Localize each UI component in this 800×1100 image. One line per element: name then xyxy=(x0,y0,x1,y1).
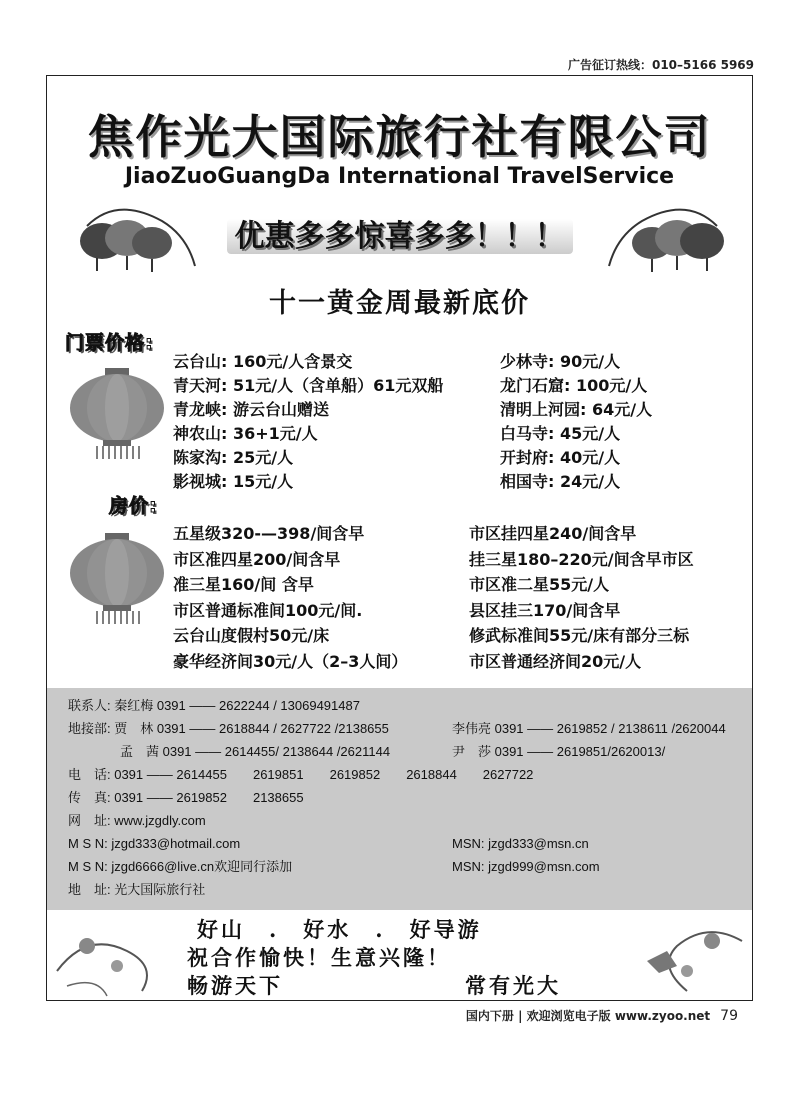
hotel-item: 云台山度假村50元/床 xyxy=(173,626,330,645)
reception-line: 尹 莎 0391 —— 2619851/2620013/ xyxy=(452,744,666,759)
hotel-item: 市区普通标准间100元/间. xyxy=(173,600,363,620)
promo-banner xyxy=(47,211,752,255)
phone-line: 电 话: 0391 —— 2614455 2619851 2619852 2618844 2627722 xyxy=(68,767,534,782)
ticket-item: 神农山: 36+1元/人 xyxy=(173,424,318,443)
golden-week-title: 十一黄金周最新底价 xyxy=(269,288,530,319)
ticket-item: 云台山: 160元/人含景交 xyxy=(173,352,353,371)
ticket-item: 影视城: 15元/人 xyxy=(173,472,294,491)
ticket-item: 青龙峡: 游云台山赠送 xyxy=(173,400,329,419)
company-name-cn: 焦作光大国际旅行社有限公司 xyxy=(87,110,712,164)
contact-panel xyxy=(47,688,752,910)
hotel-list-left xyxy=(173,521,407,674)
ticket-item: 陈家沟: 25元/人 xyxy=(173,448,294,467)
reception-line: 孟 茜 0391 —— 2614455/ 2138644 /2621144 xyxy=(120,744,391,759)
msn-line: MSN: jzgd999@msn.com xyxy=(452,859,600,874)
reception-line: 地接部: 贾 林 0391 —— 2618844 / 2627722 /2138655 xyxy=(68,721,389,736)
ticket-item: 白马寺: 45元/人 xyxy=(500,424,621,443)
footer-section: 国内下册 | 欢迎浏览电子版 www.zyoo.net xyxy=(465,1009,711,1023)
page-footer xyxy=(466,1007,738,1024)
hotel-list-right xyxy=(469,521,694,674)
msn-line: MSN: jzgd333@msn.cn xyxy=(452,836,589,851)
hotel-item: 市区挂四星240/间含早 xyxy=(469,524,637,543)
msn-line: M S N: jzgd6666@live.cn欢迎同行添加 xyxy=(68,859,293,874)
reception-line: 李伟亮 0391 —— 2619852 / 2138611 /2620044 xyxy=(452,721,726,736)
hotel-item: 市区准二星55元/人 xyxy=(469,575,610,594)
fax-line: 传 真: 0391 —— 2619852 2138655 xyxy=(68,790,304,805)
website-link[interactable]: 网 址: www.jzgdly.com xyxy=(68,813,206,828)
hotel-item: 市区普通经济间20元/人 xyxy=(469,651,642,671)
ticket-list-left xyxy=(173,350,443,494)
slogan-line: 常有光大 xyxy=(465,973,561,998)
page-number: 79 xyxy=(720,1008,738,1024)
hotel-item: 准三星160/间 含早 xyxy=(173,575,314,594)
slogan-line: 好山 . 好水 . 好导游 xyxy=(197,917,482,942)
ticket-list-right xyxy=(500,350,652,494)
hotel-item: 修武标准间55元/床有部分三标 xyxy=(469,626,690,645)
msn-line: M S N: jzgd333@hotmail.com xyxy=(68,836,241,851)
hotel-item: 县区挂三170/间含早 xyxy=(469,600,621,620)
hotel-item: 市区准四星200/间含早 xyxy=(173,549,341,569)
company-name-en: JiaoZuoGuangDa International TravelService xyxy=(124,164,675,189)
ticket-item: 相国寺: 24元/人 xyxy=(500,472,621,491)
hotel-item: 五星级320-—398/间含早 xyxy=(173,524,365,543)
slogan-line: 祝合作愉快！生意兴隆！ xyxy=(187,945,451,970)
hotel-item: 挂三星180–220元/间含早市区 xyxy=(469,549,694,569)
ticket-item: 青天河: 51元/人（含单船）61元双船 xyxy=(173,376,444,395)
lantern-icon xyxy=(67,531,167,626)
advert-frame xyxy=(46,75,753,1001)
ticket-item: 开封府: 40元/人 xyxy=(500,448,621,467)
hotel-section-title: 房价: xyxy=(109,495,158,517)
ad-hotline: 广告征订热线：010–5166 5969 xyxy=(567,58,754,72)
promo-text: 优惠多多惊喜多多！！！ xyxy=(227,219,573,254)
ticket-item: 龙门石窟: 100元/人 xyxy=(500,376,648,395)
hotel-item: 豪华经济间30元/人（2–3人间） xyxy=(173,651,408,671)
ticket-section-title: 门票价格: xyxy=(65,332,154,354)
address-line: 地 址: 光大国际旅行社 xyxy=(68,882,206,897)
contact-person: 联系人: 秦红梅 0391 —— 2622244 / 13069491487 xyxy=(68,698,360,713)
ticket-item: 清明上河园: 64元/人 xyxy=(500,400,653,419)
ticket-item: 少林寺: 90元/人 xyxy=(500,352,621,371)
lantern-icon xyxy=(67,366,167,461)
slogan-line: 畅游天下 xyxy=(187,973,283,998)
